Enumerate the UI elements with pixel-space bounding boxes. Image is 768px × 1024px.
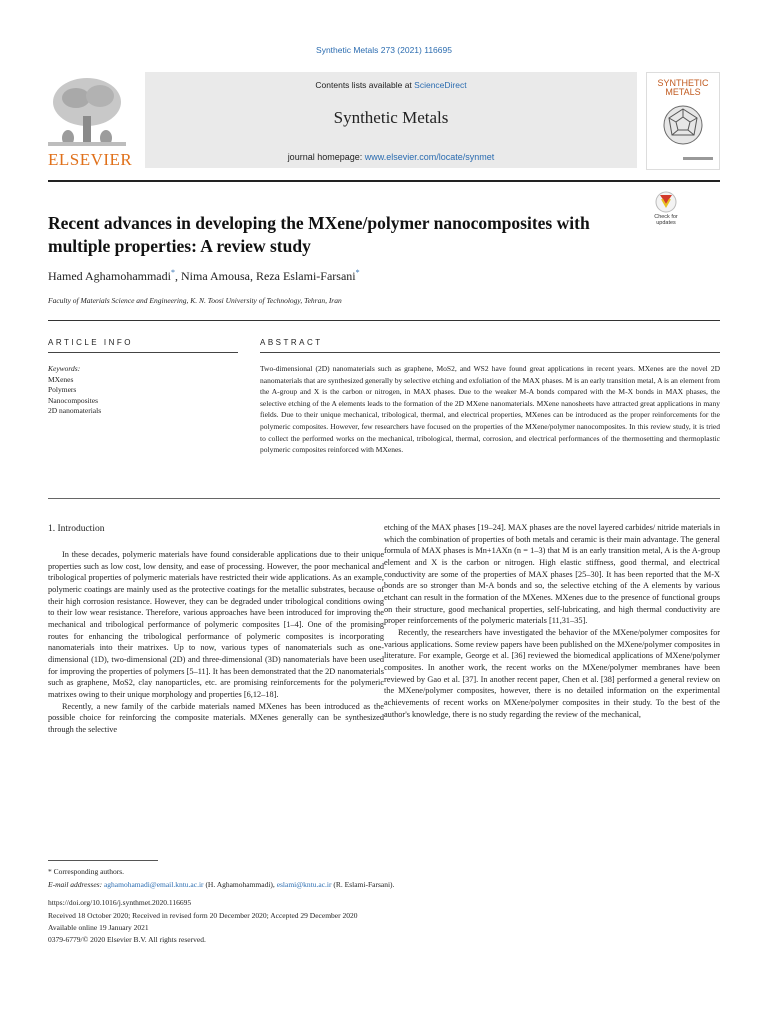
elsevier-wordmark: ELSEVIER	[48, 150, 133, 169]
corresponding-mark[interactable]: *	[355, 268, 360, 277]
header-divider	[48, 180, 720, 182]
article-info-heading: ARTICLE INFO	[48, 338, 133, 347]
email-owner: (R. Eslami-Farsani).	[331, 880, 395, 889]
contents-line	[145, 80, 637, 90]
check-for-updates-label: Check for updates	[654, 214, 678, 226]
affiliation-divider	[48, 320, 720, 321]
abstract-heading: ABSTRACT	[260, 338, 323, 347]
email-owner: (H. Aghamohammadi),	[203, 880, 277, 889]
article-info-rule	[48, 352, 238, 353]
cover-molecule-graphic	[661, 103, 705, 147]
doi-link[interactable]: https://doi.org/10.1016/j.synthmet.2020.116695	[48, 898, 192, 907]
journal-reference-link[interactable]: Synthetic Metals 273 (2021) 116695	[316, 45, 452, 55]
keyword-item: MXenes	[48, 374, 74, 384]
cover-publisher-mark	[683, 157, 713, 160]
author-list	[48, 268, 360, 284]
body-column-right	[384, 522, 720, 720]
footnote-rule	[48, 860, 158, 861]
journal-homepage-link[interactable]: www.elsevier.com/locate/synmet	[364, 152, 495, 162]
journal-title: Synthetic Metals	[333, 108, 449, 127]
check-for-updates-icon	[648, 190, 684, 214]
corresponding-mark[interactable]: *	[170, 268, 175, 277]
received-dates: Received 18 October 2020; Received in revised form 20 December 2020; Accepted 29 December 2020	[48, 911, 358, 920]
corresponding-footnote: * Corresponding authors.	[48, 867, 125, 876]
keyword-item: Polymers	[48, 385, 77, 394]
keywords-block	[48, 364, 238, 417]
email-footnote	[48, 879, 394, 890]
abstract-text: Two-dimensional (2D) nanomaterials such as graphene, MoS2, and WS2 have found great applications in recent years. MXenes are the novel 2D nanomaterials that are synthesized generally by selective etching and exfoliation of the MAX phases. M is an early transition metal, A is an element from the A-group and X is the carbon or nitrogen, in MAX phases. Due to the weaker M-A bonds compared with the M-X bonds in MAX phases, the selective etching of the A elements leads to the formation of the 2D MXene nanomaterials. MXene nanosheets have attracted great applications in many fields. Due to their unique mechanical, tribological, thermal, and electrical properties, MXenes can be introduced as the proper reinforcements for the polymeric composites. However, few researchers have focused on the properties of the MXene/polymer nanocomposites. In this review study, it is tried to collect the performed works on the mechanical, tribological, thermal, corrosion, and electrical performances of the thermosetting and thermoplastic polymeric composites reinforced with MXenes.	[260, 364, 720, 455]
paragraph: Recently, a new family of the carbide materials named MXenes has been introduced as the possible choice for reinforcing the composite materials. MXenes generally can be synthesized through the selective	[48, 701, 384, 734]
sciencedirect-link[interactable]: ScienceDirect	[414, 80, 467, 90]
keyword-item: 2D nanomaterials	[48, 406, 102, 415]
affiliation: Faculty of Materials Science and Engineering, K. N. Toosi University of Technology, Tehran, Iran	[48, 296, 342, 305]
abstract-bottom-rule	[48, 498, 720, 499]
body-column-left	[48, 549, 384, 736]
article-title: Recent advances in developing the MXene/polymer nanocomposites with multiple properties: A review study	[48, 213, 590, 256]
author-name[interactable]: Hamed Aghamohammadi	[48, 269, 171, 283]
keywords-label: Keywords:	[48, 364, 81, 373]
journal-homepage-line	[145, 152, 637, 162]
journal-cover-image	[646, 72, 720, 170]
author-name[interactable]: Reza Eslami-Farsani	[255, 269, 356, 283]
abstract-rule	[260, 352, 720, 353]
author-name[interactable]: , Nima Amousa,	[174, 269, 256, 283]
paragraph: Recently, the researchers have investigated the behavior of the MXene/polymer composites for various applications. Some review papers have been published on the MXene/polymer composites in literature. For example, George et al. [36] reviewed the biomedical applications of MXene/polymer composites. In another work, the recent works on the MXene/polymer membranes have been reviewed by Gao et al. [37]. In another recent paper, Chen et al. [38] performed a general review on the MXene/polymer composites, however, there is no detailed information on the experimental achievements of recent works on MXene/polymer composites in their study. To the best of the author's knowledge, there is no study regarding the review of the mechanical,	[384, 627, 720, 719]
cover-title: SYNTHETIC METALS	[657, 78, 709, 97]
keyword-item: Nanocomposites	[48, 395, 98, 405]
paragraph: In these decades, polymeric materials have found considerable applications due to their unique properties such as low cost, low density, and ease of processing. However, the poor mechanical and tribological properties of polymeric materials have restricted their wide applications. As an example, polymeric coatings are mainly used as the protective coatings for the metallic substrates, because of their high corrosion resistance. However, they can be degraded under tribological conditions owing to their low wear resistance. Therefore, various approaches have been introduced for improving the mechanical and tribological performance of polymeric composites [1–4]. One of the promising routes for enhancing the tribological performance of polymeric composites is incorporating nanomaterials into their matrixes. Up to now, various types of nanomaterials such as one-dimensional (1D), two-dimensional (2D) and three-dimensional (3D) nanomaterials have been used for improving the properties of polymers [5–11]. It has been demonstrated that the 2D nanomaterials such as graphene, MoS2, clay nanoparticles, etc. are promising reinforcements for the polymeric matrixes owing to their unique morphology and properties [6,12–18].	[48, 550, 384, 699]
email-link[interactable]: aghamohamadi@email.kntu.ac.ir	[103, 880, 204, 889]
introduction-heading: 1. Introduction	[48, 524, 105, 534]
email-link[interactable]: eslami@kntu.ac.ir	[276, 880, 332, 889]
homepage-prefix: journal homepage:	[287, 152, 365, 162]
online-date: Available online 19 January 2021	[48, 923, 149, 932]
contents-prefix: Contents lists available at	[315, 80, 415, 90]
copyright-line: 0379-6779/© 2020 Elsevier B.V. All rights reserved.	[48, 935, 206, 944]
check-for-updates-badge[interactable]	[648, 190, 684, 234]
email-label: E-mail addresses:	[48, 880, 104, 889]
paragraph: etching of the MAX phases [19–24]. MAX phases are the novel layered carbides/ nitride materials in which the combination of properties of both metals and ceramic is their main advantage. The general formula of MAX phases is Mn+1AXn (n = 1–3) that M is an early transition metal, A is the A-group element and X is the carbon or nitrogen. High elastic stiffness, good thermal, and electrical conductivity are some of the properties of MAX phases [25–30]. It has been reported that the M-X bonds are so stronger than M-A bonds and so, the selective etching of the A elements by various etchant can result in the formation of the MXenes. MXenes due to the presence of functional groups on their structure, good mechanical properties, self-lubricating, and high thermal conductivity are proper reinforcements of the polymeric materials [11,31–35].	[384, 523, 720, 626]
